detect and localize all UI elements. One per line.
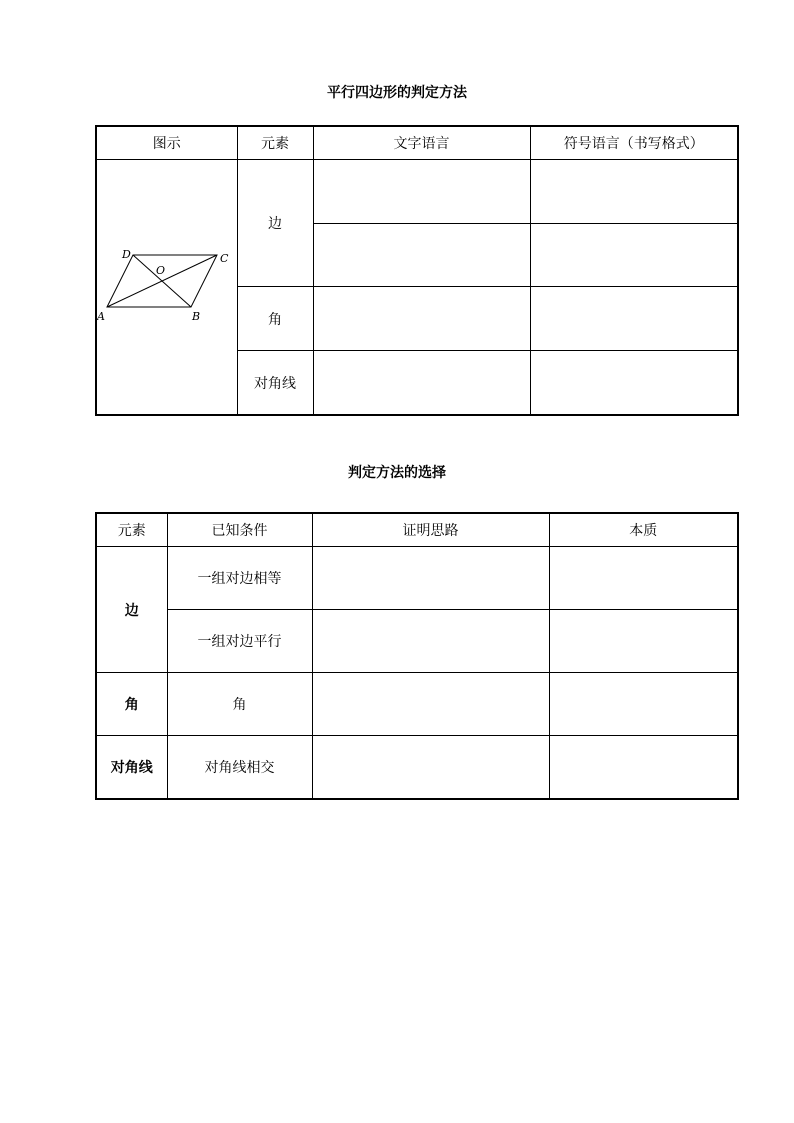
- header-element: 元素: [96, 513, 167, 547]
- answer-cell[interactable]: [530, 351, 738, 415]
- label-a: A: [97, 310, 105, 323]
- answer-cell[interactable]: [549, 736, 738, 800]
- condition-cell: 一组对边相等: [167, 547, 312, 610]
- header-text-language: 文字语言: [313, 126, 530, 160]
- table2-header-row: [96, 513, 738, 547]
- label-c: C: [220, 252, 229, 265]
- element-diagonal: 对角线: [96, 736, 167, 800]
- answer-cell[interactable]: [313, 287, 530, 351]
- answer-cell[interactable]: [313, 351, 530, 415]
- label-o: O: [156, 264, 166, 277]
- header-essence: 本质: [549, 513, 738, 547]
- condition-cell: 角: [167, 673, 312, 736]
- answer-cell[interactable]: [549, 547, 738, 610]
- answer-cell[interactable]: [312, 736, 549, 800]
- table-row: [96, 736, 738, 800]
- element-side: 边: [237, 160, 313, 287]
- answer-cell[interactable]: [530, 223, 738, 287]
- element-angle: 角: [237, 287, 313, 351]
- label-d: D: [122, 248, 131, 261]
- title-method-selection: 判定方法的选择: [348, 465, 446, 481]
- condition-cell: 一组对边平行: [167, 610, 312, 673]
- header-symbol-language: 符号语言（书写格式）: [530, 126, 738, 160]
- judgment-methods-table: [95, 125, 739, 416]
- parallelogram-figure-cell: [96, 160, 237, 416]
- method-selection-table: [95, 512, 739, 800]
- header-figure: 图示: [96, 126, 237, 160]
- header-element: 元素: [237, 126, 313, 160]
- table-row: [96, 547, 738, 610]
- answer-cell[interactable]: [549, 610, 738, 673]
- answer-cell[interactable]: [312, 673, 549, 736]
- element-angle: 角: [96, 673, 167, 736]
- table-row: [96, 160, 738, 224]
- element-side: 边: [96, 547, 167, 673]
- header-proof-idea: 证明思路: [312, 513, 549, 547]
- parallelogram-figure: [97, 160, 238, 410]
- header-known-condition: 已知条件: [167, 513, 312, 547]
- answer-cell[interactable]: [530, 287, 738, 351]
- answer-cell[interactable]: [313, 223, 530, 287]
- answer-cell[interactable]: [530, 160, 738, 224]
- answer-cell[interactable]: [312, 610, 549, 673]
- condition-cell: 对角线相交: [167, 736, 312, 800]
- answer-cell[interactable]: [313, 160, 530, 224]
- table-row: [96, 673, 738, 736]
- answer-cell[interactable]: [549, 673, 738, 736]
- table-row: [96, 610, 738, 673]
- answer-cell[interactable]: [312, 547, 549, 610]
- diagonal-bd: [133, 255, 191, 307]
- title-judgment-methods: 平行四边形的判定方法: [327, 85, 467, 101]
- label-b: B: [192, 310, 201, 323]
- table1-header-row: [96, 126, 738, 160]
- element-diagonal: 对角线: [237, 351, 313, 415]
